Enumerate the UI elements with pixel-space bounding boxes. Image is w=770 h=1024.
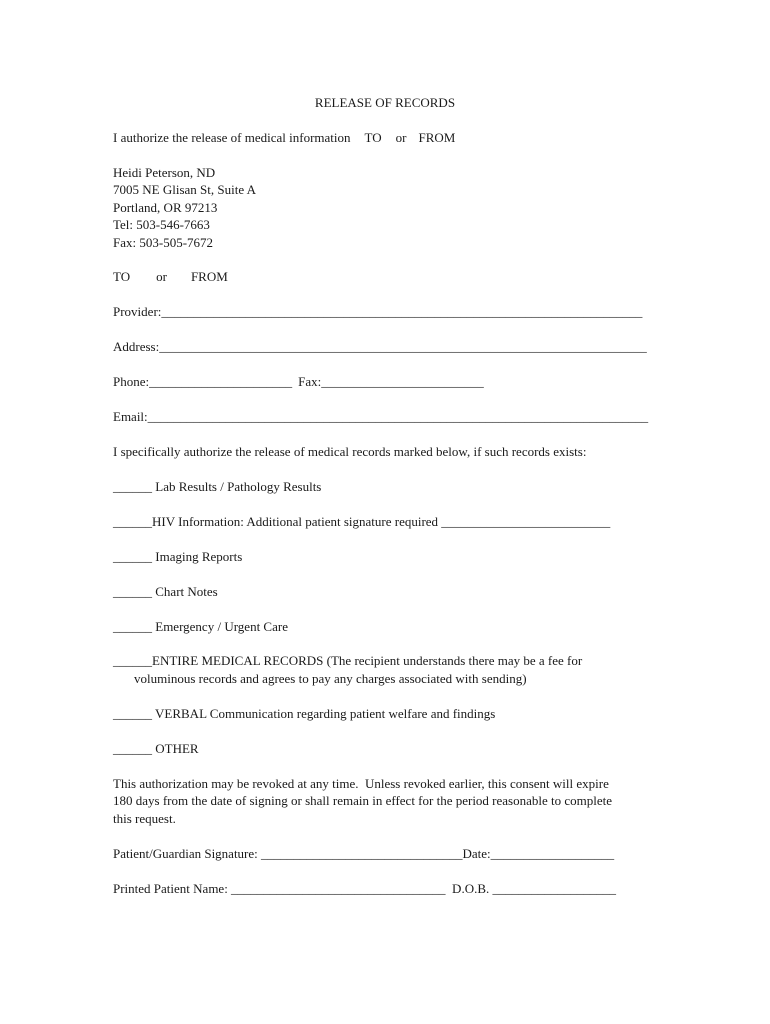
option-hiv-information[interactable]: ______HIV Information: Additional patient signature required __________________________ xyxy=(113,514,611,529)
authorize-to-option[interactable]: TO xyxy=(364,130,382,145)
phone-field[interactable]: Phone:______________________ xyxy=(113,374,293,389)
clinic-name: Heidi Peterson, ND xyxy=(113,165,216,180)
direction-to-option[interactable]: TO xyxy=(113,269,131,284)
form-title: RELEASE OF RECORDS xyxy=(314,95,456,110)
revocation-text-line1: This authorization may be revoked at any time. Unless revoked earlier, this consent will expire xyxy=(113,776,609,791)
provider-field[interactable]: Provider:__________________________________________________________________________ xyxy=(113,304,643,319)
option-lab-results[interactable]: ______ Lab Results / Pathology Results xyxy=(113,479,322,494)
revocation-text-line2: 180 days from the date of signing or shall remain in effect for the period reasonable to complete xyxy=(113,793,613,808)
clinic-address-line1: 7005 NE Glisan St, Suite A xyxy=(113,182,257,197)
option-imaging-reports[interactable]: ______ Imaging Reports xyxy=(113,549,243,564)
option-verbal-communication[interactable]: ______ VERBAL Communication regarding patient welfare and findings xyxy=(113,706,496,721)
option-entire-records-line2: voluminous records and agrees to pay any charges associated with sending) xyxy=(134,670,527,686)
option-emergency-care[interactable]: ______ Emergency / Urgent Care xyxy=(113,619,288,634)
signature-date-field[interactable]: Patient/Guardian Signature: _______________________________Date:___________________ xyxy=(113,846,615,861)
authorize-line xyxy=(113,129,455,146)
authorize-from-option[interactable]: FROM xyxy=(418,130,456,145)
specify-statement: I specifically authorize the release of medical records marked below, if such records exists: xyxy=(113,444,587,459)
revocation-text-line3: this request. xyxy=(113,811,176,826)
direction-from-option[interactable]: FROM xyxy=(190,269,228,284)
authorize-text: I authorize the release of medical information xyxy=(113,130,351,145)
authorize-or-text: or xyxy=(395,130,407,145)
option-chart-notes[interactable]: ______ Chart Notes xyxy=(113,584,218,599)
option-other[interactable]: ______ OTHER xyxy=(113,741,199,756)
fax-field[interactable]: Fax:_________________________ xyxy=(298,374,484,389)
direction-line xyxy=(113,268,228,285)
clinic-address-line2: Portland, OR 97213 xyxy=(113,200,218,215)
clinic-tel: Tel: 503-546-7663 xyxy=(113,217,210,232)
option-entire-records[interactable] xyxy=(113,652,673,687)
printed-name-dob-field[interactable]: Printed Patient Name: _________________________________ D.O.B. ___________________ xyxy=(113,881,617,896)
direction-or-text: or xyxy=(156,269,167,284)
email-field[interactable]: Email:_____________________________________________________________________________ xyxy=(113,409,649,424)
option-entire-records-line1: ______ENTIRE MEDICAL RECORDS (The recipient understands there may be a fee for xyxy=(113,653,583,668)
address-field[interactable]: Address:___________________________________________________________________________ xyxy=(113,339,647,354)
phone-fax-line xyxy=(113,373,484,390)
clinic-fax: Fax: 503-505-7672 xyxy=(113,235,214,250)
